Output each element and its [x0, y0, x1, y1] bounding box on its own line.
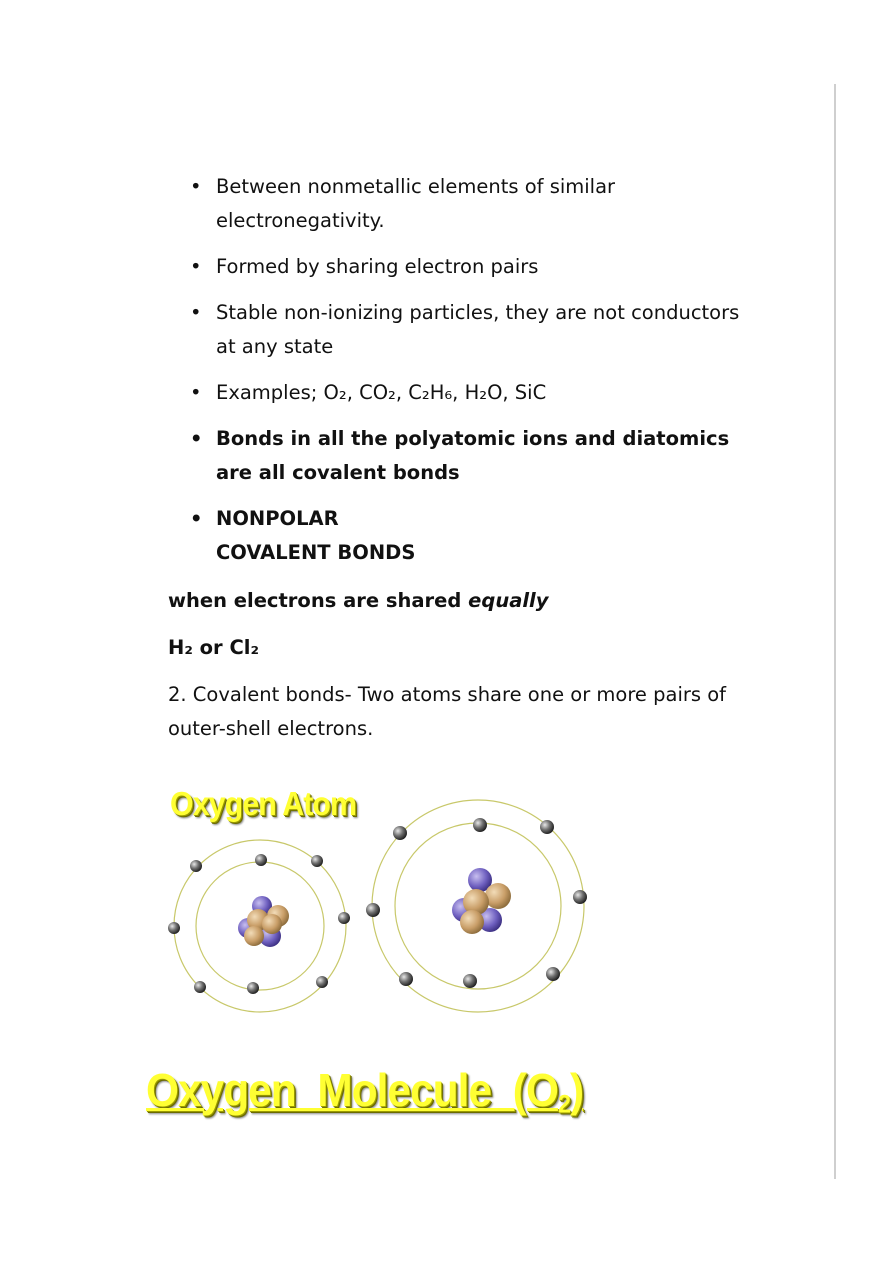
- page-margin-rule: [834, 84, 836, 1179]
- molecule-title-subscript: 2: [557, 1090, 570, 1119]
- bullet-item: • Stable non-ionizing particles, they are not conductors at any state: [190, 301, 740, 358]
- bullet-examples: Examples; O₂, CO₂, C₂H₆, H₂O, SiC: [216, 381, 547, 404]
- nucleus: [452, 868, 511, 934]
- examples-line: H₂ or Cl₂: [168, 636, 259, 659]
- bullet-item: • Examples; O₂, CO₂, C₂H₆, H₂O, SiC: [190, 381, 547, 404]
- bullet-text: Between nonmetallic elements of similar electronegativity.: [216, 175, 616, 232]
- bullet-text: Formed by sharing electron pairs: [216, 255, 539, 278]
- equally-emphasis: equally: [468, 589, 549, 612]
- molecule-title: [146, 1063, 583, 1119]
- covalent-definition: 2. Covalent bonds- Two atoms share one or more pairs of outer-shell electrons.: [168, 683, 727, 740]
- molecule-title-main: Oxygen Molecule (O: [146, 1064, 558, 1116]
- bullet-item: • Bonds in all the polyatomic ions and diatomics are all covalent bonds: [190, 427, 730, 484]
- examples-list: O₂, CO₂, C₂H₆, H₂O, SiC: [323, 381, 547, 404]
- bullet-text: Stable non-ionizing particles, they are not conductors at any state: [216, 301, 740, 358]
- atom-left: [168, 840, 350, 1012]
- bullet-list: [190, 170, 750, 582]
- oxygen-atoms-diagram: [160, 790, 600, 1030]
- bullet-item: • Between nonmetallic elements of similar electronegativity.: [190, 175, 616, 232]
- atom-title: Oxygen Atom: [170, 785, 357, 822]
- equally-text: when electrons are shared: [168, 589, 469, 612]
- bullet-line-1: NONPOLAR: [216, 507, 339, 530]
- equally-line: [168, 584, 768, 618]
- bullet-item: • NONPOLAR COVALENT BONDS: [190, 507, 416, 564]
- bullet-line-2: COVALENT BONDS: [216, 541, 416, 564]
- atom-right: [366, 800, 587, 1012]
- nucleus: [238, 896, 289, 947]
- molecule-title-end: ): [569, 1064, 584, 1116]
- bullet-item: • Formed by sharing electron pairs: [190, 255, 539, 278]
- bullet-text: Bonds in all the polyatomic ions and diatomics are all covalent bonds: [216, 427, 730, 484]
